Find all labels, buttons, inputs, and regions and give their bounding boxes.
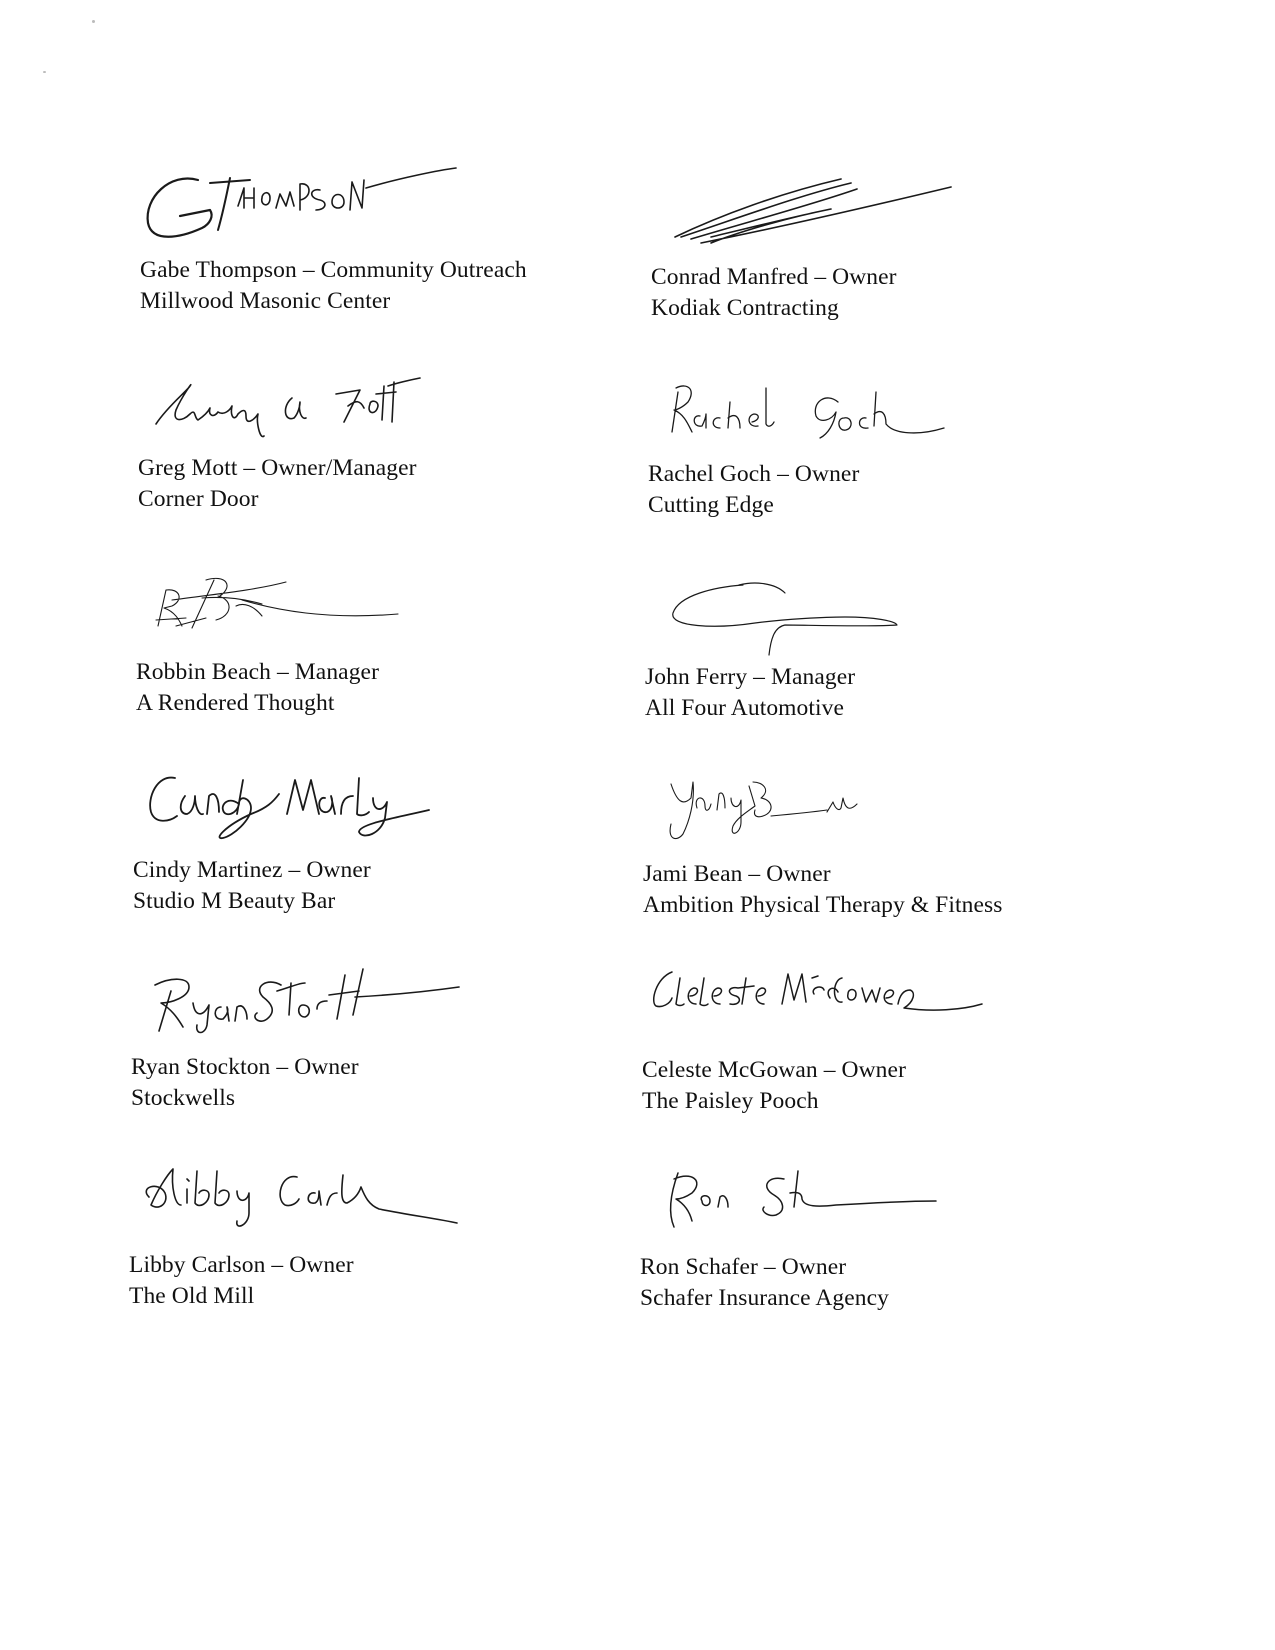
signature-block-ryan-stockton	[131, 955, 551, 1114]
signature-block-ron-schafer	[640, 1155, 1060, 1314]
signatory-name-title: Celeste McGowan – Owner	[642, 1057, 906, 1083]
signatory-organization: Cutting Edge	[648, 492, 774, 518]
signatory-organization: A Rendered Thought	[136, 690, 335, 716]
handwritten-signature	[136, 560, 496, 655]
handwritten-signature	[643, 762, 1003, 857]
signatory-name-title: Gabe Thompson – Community Outreach	[140, 257, 527, 283]
signature-block-celeste-mcgowan	[642, 958, 1062, 1117]
signatory-organization: Studio M Beauty Bar	[133, 888, 336, 914]
signatory-organization: Ambition Physical Therapy & Fitness	[643, 892, 1003, 918]
signatory-organization: Schafer Insurance Agency	[640, 1285, 890, 1311]
handwritten-signature	[642, 958, 1002, 1053]
signature-block-john-ferry	[645, 565, 1065, 724]
signature-block-cindy-martinez	[133, 758, 553, 917]
handwritten-signature	[138, 356, 498, 451]
signatory-organization: Kodiak Contracting	[651, 295, 839, 321]
signatory-name-title: Cindy Martinez – Owner	[133, 857, 371, 883]
signature-block-conrad-manfred	[651, 165, 1071, 324]
signatory-organization: Corner Door	[138, 486, 259, 512]
signatory-organization: All Four Automotive	[645, 695, 845, 721]
signature-block-jami-bean	[643, 762, 1063, 921]
signatory-name-title: Conrad Manfred – Owner	[651, 264, 897, 290]
signatory-name-title: Libby Carlson – Owner	[129, 1252, 354, 1278]
signature-block-gabe-thompson	[140, 158, 560, 317]
handwritten-signature	[133, 758, 493, 853]
signatory-name-title: Ryan Stockton – Owner	[131, 1054, 359, 1080]
signatory-name-title: Ron Schafer – Owner	[640, 1254, 847, 1280]
handwritten-signature	[645, 565, 1005, 660]
handwritten-signature	[648, 362, 1008, 457]
scan-speck	[92, 20, 95, 23]
handwritten-signature	[140, 158, 500, 253]
signatory-name-title: John Ferry – Manager	[645, 664, 856, 690]
signature-block-rachel-goch	[648, 362, 1068, 521]
scan-speck	[43, 71, 46, 73]
handwritten-signature	[651, 165, 1011, 260]
signatory-name-title: Jami Bean – Owner	[643, 861, 831, 887]
handwritten-signature	[129, 1153, 489, 1248]
signature-block-libby-carlson	[129, 1153, 549, 1312]
signature-block-greg-mott	[138, 356, 558, 515]
signatory-organization: The Old Mill	[129, 1283, 255, 1309]
signatory-organization: Stockwells	[131, 1085, 236, 1111]
signatory-organization: Millwood Masonic Center	[140, 288, 391, 314]
signatory-organization: The Paisley Pooch	[642, 1088, 819, 1114]
signatory-name-title: Rachel Goch – Owner	[648, 461, 860, 487]
signatory-name-title: Greg Mott – Owner/Manager	[138, 455, 417, 481]
handwritten-signature	[131, 955, 491, 1050]
handwritten-signature	[640, 1155, 1000, 1250]
signatory-name-title: Robbin Beach – Manager	[136, 659, 380, 685]
signature-block-robbin-beach	[136, 560, 556, 719]
